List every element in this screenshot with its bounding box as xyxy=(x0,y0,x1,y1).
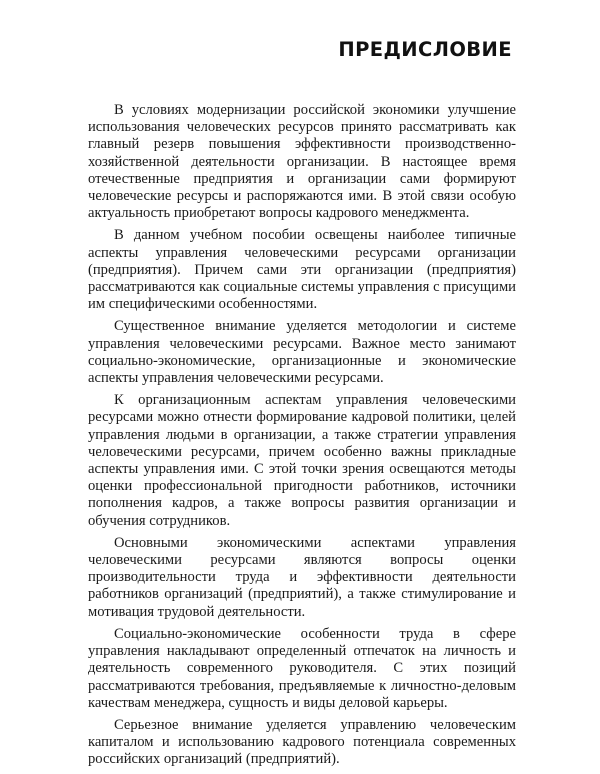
paragraph-1: В условиях модернизации российской экономики улучшение использования человеческих ресурсов принято рассматривать как главный резерв повышения эффективности производственно-хозяйственной деятельности организации. В настоящее время отечественные предприятия и организации сами формируют человеческие ресурсы и распоряжаются ими. В этой связи особую актуальность приобретают вопросы кадрового менеджмента. xyxy=(88,102,516,222)
paragraph-2: В данном учебном пособии освещены наиболее типичные аспекты управления человеческими ресурсами организации (предприятия). Причем сами эти организации (предприятия) рассматриваются как социальные системы управления с присущими им специфическими особенностями. xyxy=(88,227,516,313)
paragraph-3: Существенное внимание уделяется методологии и системе управления человеческими ресурсами. Важное место занимают социально-экономические, организационные и экономические аспекты управления человеческими ресурсами. xyxy=(88,318,516,387)
paragraph-5: Основными экономическими аспектами управления человеческими ресурсами являются вопросы оценки производительности труда и эффективности деятельности работников организаций (предприятий), а также стимулирование и мотивация трудовой деятельности. xyxy=(88,534,516,620)
preface-body xyxy=(88,102,516,774)
paragraph-6: Социально-экономические особенности труда в сфере управления накладывают определенный отпечаток на личность и деятельность современного руководителя. С этих позиций рассматриваются требования, предъявляемые к личностно-деловым качествам менеджера, сущность и виды деловой карьеры. xyxy=(88,625,516,711)
page-title: ПРЕДИСЛОВИЕ xyxy=(338,38,512,61)
paragraph-7: Серьезное внимание уделяется управлению человеческим капиталом и использованию кадрового потенциала современных российских организаций (предприятий). xyxy=(88,716,516,768)
paragraph-4: К организационным аспектам управления человеческими ресурсами можно отнести формирование кадровой политики, целей управления людьми в организации, а также стратегии управления человеческими ресурсами, причем особенно важны прикладные аспекты управления ими. С этой точки зрения освещаются методы оценки профессиональной пригодности работников, источники пополнения кадров, а также вопросы развития организации и обучения сотрудников. xyxy=(88,392,516,529)
